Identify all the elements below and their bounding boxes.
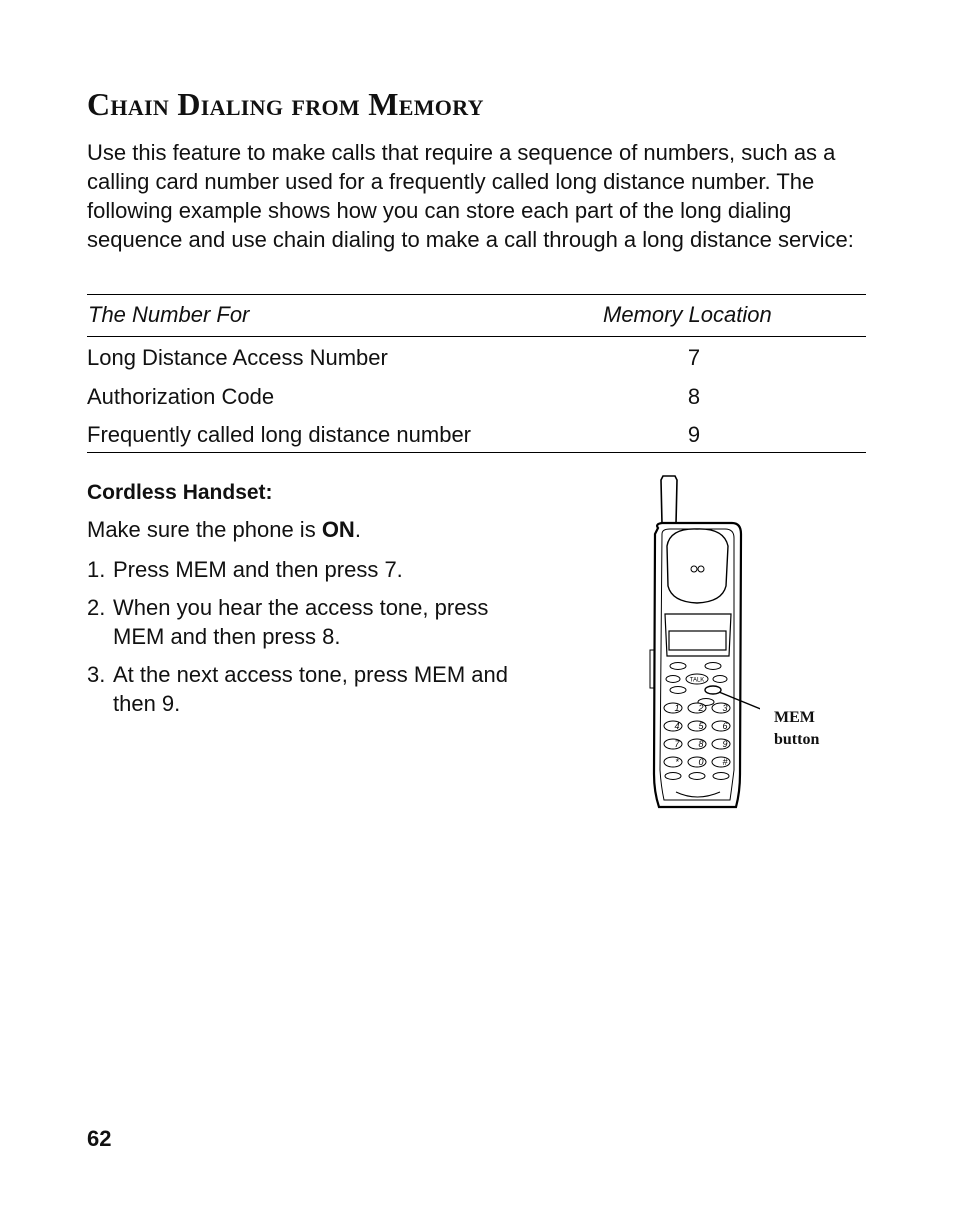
keypad-key-label: 7	[674, 739, 680, 749]
keypad-key-label: 2	[698, 703, 704, 713]
table-header-memory-location: Memory Location	[603, 302, 772, 327]
table-header-number-for: The Number For	[88, 302, 250, 327]
keypad-key-label: *	[675, 757, 679, 767]
talk-button	[686, 674, 708, 684]
table-row-location: 9	[687, 422, 701, 447]
step-number: 1.	[87, 557, 106, 582]
table-row-label: Authorization Code	[87, 384, 275, 409]
keypad-key-label: 0	[698, 757, 704, 767]
step-text: At the next access tone, press MEM and then 9.	[113, 662, 508, 716]
callout-line-1: MEM	[774, 709, 815, 726]
page-title: Chain Dialing from Memory	[87, 86, 484, 122]
mem-button	[705, 686, 721, 694]
table-header-rule	[87, 336, 866, 337]
table-row-label: Long Distance Access Number	[87, 345, 388, 370]
keypad-key-label: 3	[722, 703, 728, 713]
step-1	[87, 555, 547, 585]
keypad-key-label: 9	[722, 739, 728, 749]
step-3	[87, 660, 547, 720]
keypad-key-label: 5	[698, 721, 704, 731]
section-heading: Cordless Handset:	[87, 481, 273, 504]
table-row-label: Frequently called long distance number	[87, 422, 472, 447]
power-note	[87, 515, 361, 544]
power-note-emphasis: ON	[321, 517, 355, 542]
table-row-location: 7	[687, 345, 701, 370]
step-number: 2.	[87, 595, 106, 620]
keypad-key-label: 6	[722, 721, 728, 731]
keypad-key-label: #	[722, 757, 728, 767]
table-bottom-rule	[87, 452, 866, 453]
keypad-key-label: 1	[674, 703, 680, 713]
step-number: 3.	[87, 662, 106, 687]
mem-button-callout	[774, 707, 854, 751]
keypad-key-label: 8	[698, 739, 704, 749]
talk-key-label: TALK	[689, 677, 705, 684]
keypad-key-label: 4	[674, 721, 680, 731]
step-2	[87, 593, 547, 653]
cordless-handset-illustration	[640, 474, 760, 812]
step-text: Press MEM and then press 7.	[113, 557, 403, 582]
handset-bottom-keys	[665, 773, 729, 780]
power-note-period: .	[354, 517, 361, 542]
step-text: When you hear the access tone, press MEM and then press 8.	[113, 595, 489, 649]
callout-line-2: button	[774, 731, 820, 748]
handset-antenna	[661, 476, 677, 524]
power-note-text: Make sure the phone is	[87, 517, 322, 542]
table-top-rule	[87, 294, 866, 295]
table-row-location: 8	[687, 384, 701, 409]
page-number: 62	[87, 1126, 112, 1151]
intro-paragraph: Use this feature to make calls that require a sequence of numbers, such as a calling card number used for a frequently called long distance number. The following example shows how you can store each part of the long dialing sequence and use chain dialing to make a call through a long distance service:	[87, 140, 854, 252]
